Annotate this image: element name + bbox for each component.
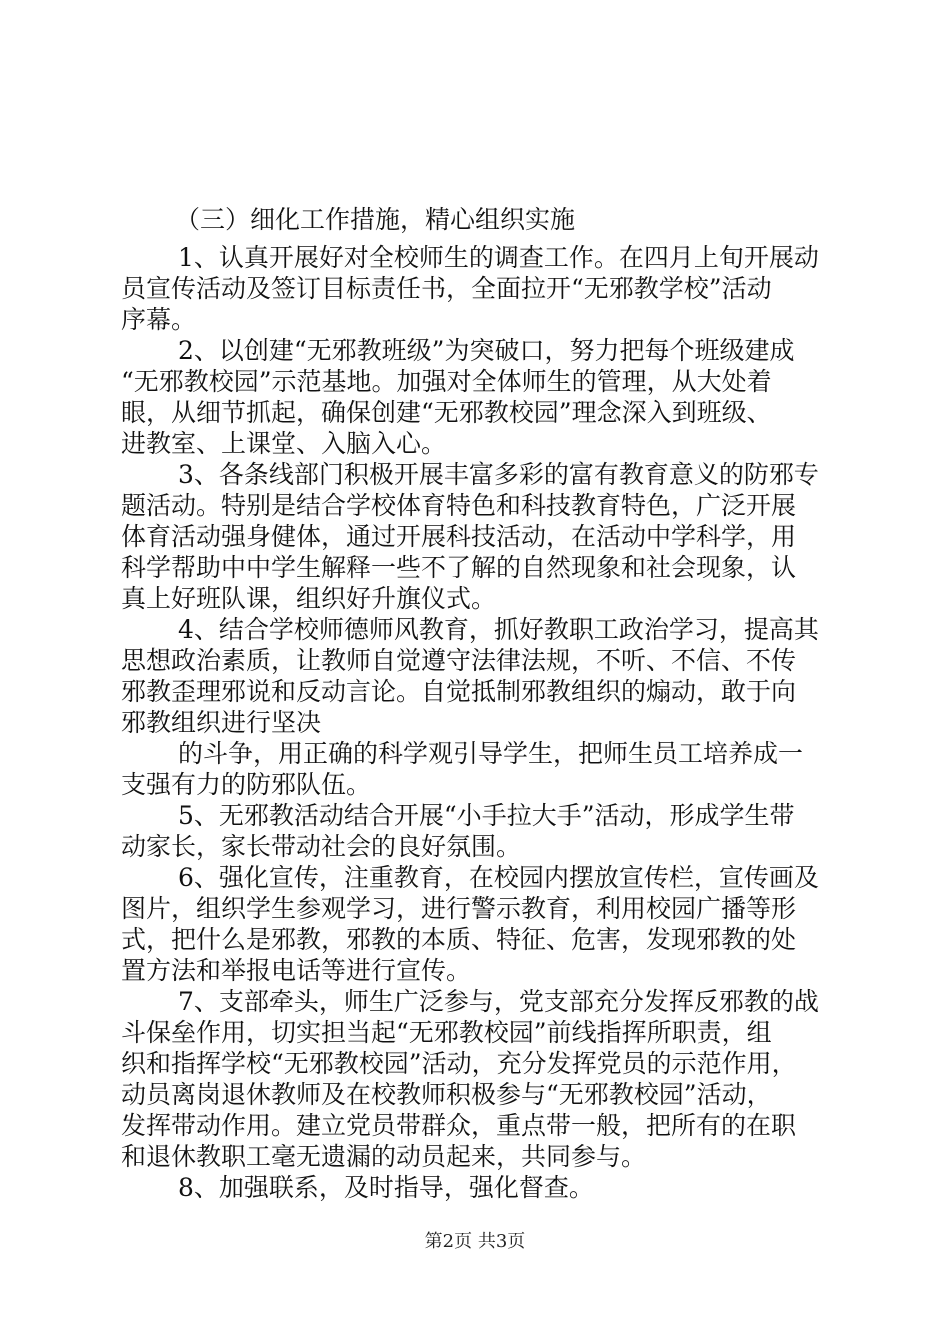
paragraph-line: 6、强化宣传，注重教育，在校园内摆放宣传栏，宣传画及 <box>178 863 819 892</box>
paragraph-line: 7、支部牵头，师生广泛参与，党支部充分发挥反邪教的战 <box>178 987 819 1016</box>
paragraph-line: 眼，从细节抓起，确保创建“无邪教校园”理念深入到班级、 <box>121 398 772 427</box>
paragraph-line: 4、结合学校师德师风教育，抓好教职工政治学习，提高其 <box>178 615 819 644</box>
paragraph-line: 8、加强联系，及时指导，强化督查。 <box>178 1173 594 1202</box>
paragraph-line: 支强有力的防邪队伍。 <box>121 770 372 799</box>
paragraph-line: 和退休教职工毫无遗漏的动员起来，共同参与。 <box>121 1142 647 1171</box>
paragraph-line: 3、各条线部门积极开展丰富多彩的富有教育意义的防邪专 <box>178 460 819 489</box>
paragraph-line: 图片，组织学生参观学习，进行警示教育，利用校园广播等形 <box>121 894 797 923</box>
paragraph-line: 进教室、上课堂、入脑入心。 <box>121 429 447 458</box>
paragraph-line: 1、认真开展好对全校师生的调查工作。在四月上旬开展动 <box>178 243 819 272</box>
paragraph-line: 序幕。 <box>121 305 197 334</box>
paragraph-line: 斗保垒作用，切实担当起“无邪教校园”前线指挥所职责，组 <box>121 1018 772 1047</box>
section-heading: （三）细化工作措施，精心组织实施 <box>175 205 576 234</box>
paragraph-line: “无邪教校园”示范基地。加强对全体师生的管理，从大处着 <box>121 367 772 396</box>
paragraph-line: 动家长，家长带动社会的良好氛围。 <box>121 832 522 861</box>
paragraph-line: 体育活动强身健体，通过开展科技活动，在活动中学科学，用 <box>121 522 797 551</box>
paragraph-line: 织和指挥学校“无邪教校园”活动，充分发挥党员的示范作用， <box>121 1049 797 1078</box>
paragraph-line: 动员离岗退休教师及在校教师积极参与“无邪教校园”活动， <box>121 1080 772 1109</box>
paragraph-line: 真上好班队课，组织好升旗仪式。 <box>121 584 497 613</box>
paragraph-line: 2、以创建“无邪教班级”为突破口，努力把每个班级建成 <box>178 336 795 365</box>
page-number-label: 第2页 共3页 <box>424 1231 526 1252</box>
paragraph-line: 科学帮助中中学生解释一些不了解的自然现象和社会现象，认 <box>121 553 797 582</box>
paragraph-line: 式，把什么是邪教，邪教的本质、特征、危害，发现邪教的处 <box>121 925 797 954</box>
page-footer <box>0 1230 950 1254</box>
paragraph-line: 思想政治素质，让教师自觉遵守法律法规，不听、不信、不传 <box>121 646 797 675</box>
paragraph-line: 员宣传活动及签订目标责任书，全面拉开“无邪教学校”活动 <box>121 274 772 303</box>
paragraph-line: 发挥带动作用。建立党员带群众，重点带一般，把所有的在职 <box>121 1111 797 1140</box>
paragraph-line: 的斗争，用正确的科学观引导学生，把师生员工培养成一 <box>178 739 804 768</box>
paragraph-line: 邪教组织进行坚决 <box>121 708 322 737</box>
paragraph-line: 置方法和举报电话等进行宣传。 <box>121 956 472 985</box>
paragraph-line: 5、无邪教活动结合开展“小手拉大手”活动，形成学生带 <box>178 801 795 830</box>
paragraph-line: 题活动。特别是结合学校体育特色和科技教育特色，广泛开展 <box>121 491 797 520</box>
paragraph-line: 邪教歪理邪说和反动言论。自觉抵制邪教组织的煽动，敢于向 <box>121 677 797 706</box>
